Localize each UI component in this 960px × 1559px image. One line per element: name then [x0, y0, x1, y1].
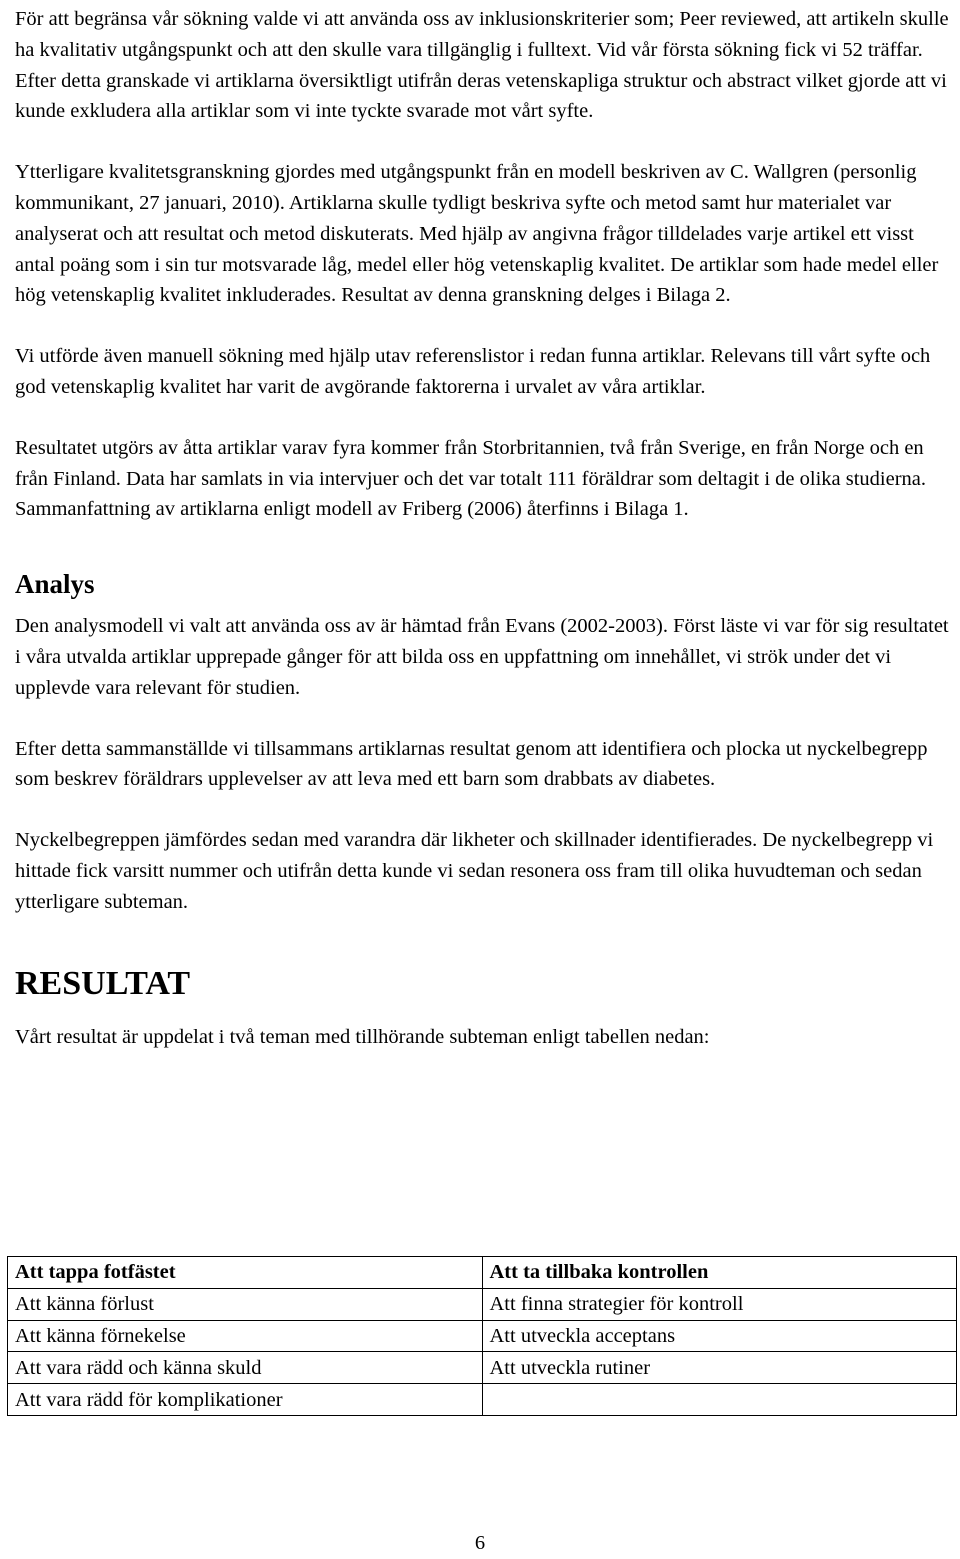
paragraph-gap — [15, 403, 950, 433]
table-cell: Att vara rädd för komplikationer — [8, 1384, 483, 1416]
table-header-cell: Att tappa fotfästet — [8, 1257, 483, 1289]
table-cell: Att utveckla rutiner — [482, 1352, 957, 1384]
document-page — [15, 0, 950, 1052]
table-row — [8, 1384, 957, 1416]
paragraph-analys-compile: Efter detta sammanställde vi tillsammans artiklarnas resultat genom att identifiera och plocka ut nyckelbegrepp som beskrev föräldrars upplevelser av att leva med ett barn som drabbats av diabetes. — [15, 737, 928, 791]
themes-table — [7, 1256, 957, 1416]
paragraph-result-summary: Resultatet utgörs av åtta artiklar varav fyra kommer från Storbritannien, två från Sverige, en från Norge och en från Finland. Data har samlats in via intervjuer och det var totalt 111 föräldrar som deltagit i de olika studierna. Sammanfattning av artiklarna enligt modell av Friberg (2006) återfinns i Bilaga 1. — [15, 436, 927, 521]
table-cell: Att känna förlust — [8, 1288, 483, 1320]
paragraph-analys-keywords: Nyckelbegreppen jämfördes sedan med varandra där likheter och skillnader identifierades. De nyckelbegrepp vi hittade fick varsitt nummer och utifrån detta kunde vi sedan resonera oss fram till olika huvudteman och sedan ytterligare subteman. — [15, 829, 934, 913]
table-cell: Att finna strategier för kontroll — [482, 1288, 957, 1320]
table-header-cell: Att ta tillbaka kontrollen — [482, 1257, 957, 1289]
table-cell: Att känna förnekelse — [8, 1320, 483, 1352]
paragraph-analys-model: Den analysmodell vi valt att använda oss av är hämtad från Evans (2002-2003). Först läste vi var för sig resultatet i våra utvalda artiklar upprepade gånger för att bilda oss en uppfattning om innehållet, vi strök under det vi upplevde vara relevant för studien. — [15, 615, 949, 699]
section-heading-resultat: RESULTAT — [15, 964, 191, 1002]
table-header-row — [8, 1257, 957, 1289]
paragraph-inclusion-criteria: För att begränsa vår sökning valde vi att använda oss av inklusionskriterier som; Peer reviewed, att artikeln skulle ha kvalitativ utgångspunkt och att den skulle vara tillgänglig i fulltext. Vid vår första sökning fick vi 52 träffar. Efter detta granskade vi artiklarna översiktligt utifrån deras vetenskapliga struktur och abstract vilket gjorde att vi kunde exkludera alla artiklar som vi inte tyckte svarade mot vårt syfte. — [15, 8, 949, 123]
table-row — [8, 1288, 957, 1320]
paragraph-quality-review: Ytterligare kvalitetsgranskning gjordes med utgångspunkt från en modell beskriven av C. Wallgren (personlig kommunikant, 27 januari, 2010). Artiklarna skulle tydligt beskriva syfte och metod samt hur materialet var analyserat och att resultat och metod diskuterats. Med hjälp av angivna frågor tilldelades varje artikel ett visst antal poäng som i sin tur motsvarade låg, medel eller hög vetenskaplig kvalitet. De artiklar som hade medel eller hög vetenskaplig kvalitet inkluderades. Resultat av denna granskning delges i Bilaga 2. — [15, 161, 939, 307]
paragraph-gap — [15, 127, 950, 157]
paragraph-resultat-intro: Vårt resultat är uppdelat i två teman med tillhörande subteman enligt tabellen nedan: — [15, 1025, 710, 1048]
paragraph-gap — [15, 704, 950, 734]
table-cell: Att vara rädd och känna skuld — [8, 1352, 483, 1384]
table-row — [8, 1320, 957, 1352]
paragraph-manual-search: Vi utförde även manuell sökning med hjälp utav referenslistor i redan funna artiklar. Relevans till vårt syfte och god vetenskaplig kvalitet har varit de avgörande faktorerna i urvalet av våra artiklar. — [15, 345, 931, 398]
table-cell — [482, 1384, 957, 1416]
table-row — [8, 1352, 957, 1384]
section-heading-analys: Analys — [15, 569, 95, 600]
table-cell: Att utveckla acceptans — [482, 1320, 957, 1352]
paragraph-gap — [15, 311, 950, 341]
page-number: 6 — [474, 1532, 486, 1554]
paragraph-gap — [15, 795, 950, 825]
